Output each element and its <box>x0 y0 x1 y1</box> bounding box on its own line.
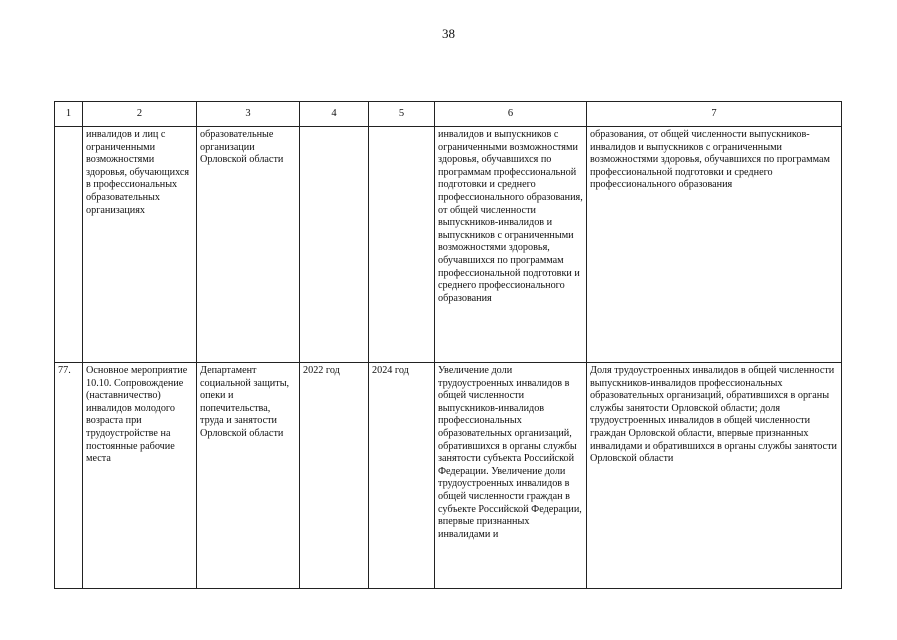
column-header: 7 <box>587 102 842 127</box>
table-row <box>55 127 842 363</box>
cell-event: инвалидов и лиц с ограниченными возможностями здоровья, обучающихся в профессиональных образовательных организациях <box>83 127 197 363</box>
cell-start-year: 2022 год <box>300 363 369 589</box>
cell-end-year <box>369 127 435 363</box>
table-row <box>55 363 842 589</box>
cell-end-year: 2024 год <box>369 363 435 589</box>
cell-expected-result: Увеличение доли трудоустроенных инвалидов в общей численности выпускников-инвалидов профессиональных образовательных организаций, обратившихся в органы службы занятости субъекта Российской Федерации. Увеличение доли трудоустроенных инвалидов в общей численности граждан в субъекте Российской Федерации, впервые признанных инвалидами и <box>435 363 587 589</box>
cell-number: 77. <box>55 363 83 589</box>
column-header: 1 <box>55 102 83 127</box>
table-header-row <box>55 102 842 127</box>
column-header: 5 <box>369 102 435 127</box>
cell-number <box>55 127 83 363</box>
column-header: 2 <box>83 102 197 127</box>
column-header: 6 <box>435 102 587 127</box>
measures-table <box>54 101 842 589</box>
cell-event: Основное мероприятие 10.10. Сопровождение (наставничество) инвалидов молодого возраста при трудоустройстве на постоянные рабочие места <box>83 363 197 589</box>
cell-executor: образовательные организации Орловской области <box>197 127 300 363</box>
cell-indicator: образования, от общей численности выпускников-инвалидов и выпускников с ограниченными возможностями здоровья, обучавшихся по программам профессиональной подготовки и среднего профессионального образования <box>587 127 842 363</box>
cell-executor: Департамент социальной защиты, опеки и попечительства, труда и занятости Орловской области <box>197 363 300 589</box>
cell-indicator: Доля трудоустроенных инвалидов в общей численности выпускников-инвалидов профессиональных образовательных организаций, обратившихся в органы службы занятости Орловской области; доля трудоустроенных инвалидов в общей численности граждан Орловской области, впервые признанных инвалидами и обратившихся в органы службы занятости Орловской области <box>587 363 842 589</box>
cell-start-year <box>300 127 369 363</box>
cell-expected-result: инвалидов и выпускников с ограниченными возможностями здоровья, обучавшихся по программам профессиональной подготовки и среднего профессионального образования, от общей численности выпускников-инвалидов и выпускников с ограниченными возможностями здоровья, обучавшихся по программам профессиональной подготовки и среднего профессионального образования <box>435 127 587 363</box>
column-header: 3 <box>197 102 300 127</box>
page-number: 38 <box>442 26 455 41</box>
column-header: 4 <box>300 102 369 127</box>
